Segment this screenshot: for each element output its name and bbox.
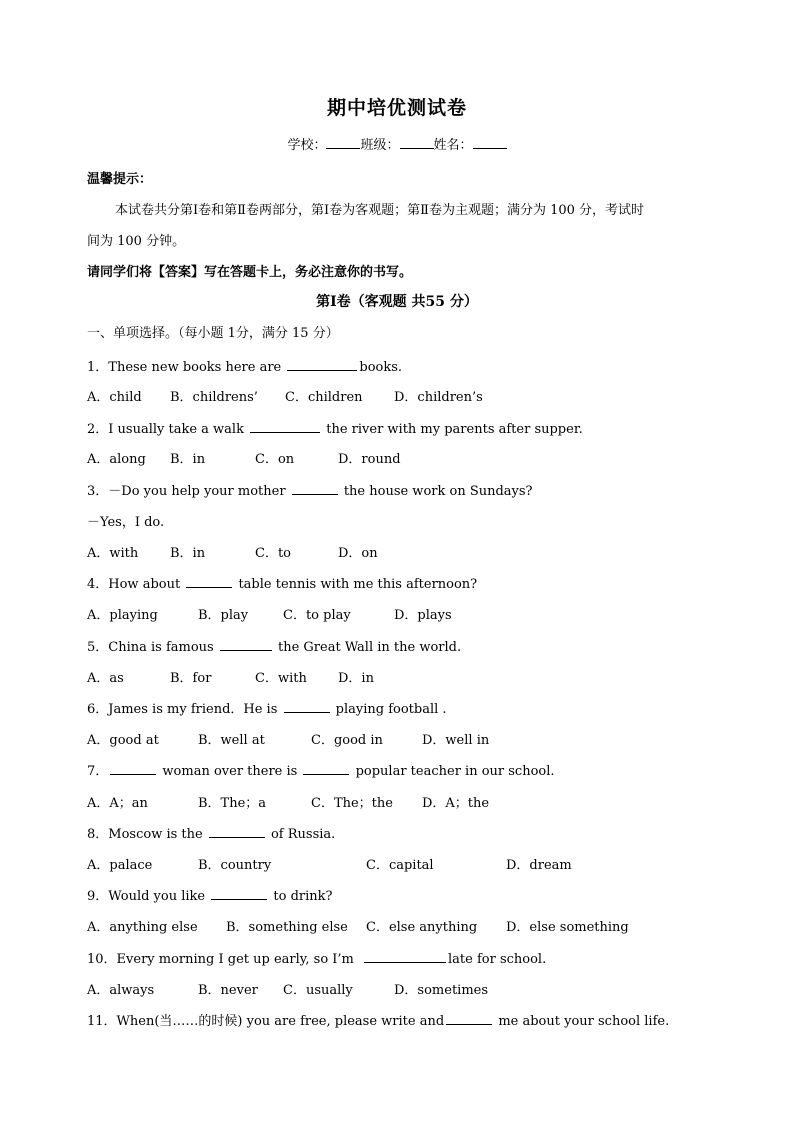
q9-option-c[interactable]: C．else anything xyxy=(366,920,478,935)
q7-blank-2[interactable] xyxy=(303,762,349,775)
q5-blank[interactable] xyxy=(220,638,272,651)
q7-text: 7． xyxy=(87,764,109,779)
q5-text-end: the Great Wall in the world. xyxy=(273,640,462,655)
q4-option-a[interactable]: A．playing xyxy=(87,608,158,623)
q3-text: 3．－Do you help your mother xyxy=(87,484,290,499)
q7-option-d[interactable]: D．A；the xyxy=(422,796,490,811)
q9-option-d[interactable]: D．else something xyxy=(506,920,629,935)
q5-option-b[interactable]: B．for xyxy=(170,671,212,686)
q5-option-d[interactable]: D．in xyxy=(338,671,374,686)
q3-text-end: the house work on Sundays? xyxy=(339,484,533,499)
q8-option-d[interactable]: D．dream xyxy=(506,858,572,873)
class-blank[interactable] xyxy=(400,136,434,149)
question-3 xyxy=(87,480,533,499)
question-5 xyxy=(87,636,461,655)
q4-text: 4．How about xyxy=(87,577,185,592)
q6-option-a[interactable]: A．good at xyxy=(87,733,159,748)
q10-option-d[interactable]: D．sometimes xyxy=(394,983,489,998)
q3-option-b[interactable]: B．in xyxy=(170,546,206,561)
q7-option-b[interactable]: B．The；a xyxy=(198,796,267,811)
q9-blank[interactable] xyxy=(211,887,267,900)
question-11 xyxy=(87,1010,669,1029)
q10-text: 10．Every morning I get up early, so I’m xyxy=(87,952,359,967)
question-7 xyxy=(87,760,555,779)
q1-text: 1．These new books here are xyxy=(87,360,286,375)
q8-option-c[interactable]: C．capital xyxy=(366,858,434,873)
q4-option-b[interactable]: B．play xyxy=(198,608,249,623)
q4-text-end: table tennis with me this afternoon? xyxy=(234,577,478,592)
question-9 xyxy=(87,885,333,904)
q8-text: 8．Moscow is the xyxy=(87,827,207,842)
q1-option-b[interactable]: B．childrens’ xyxy=(170,390,258,405)
q5-text: 5．China is famous xyxy=(87,640,218,655)
q8-option-b[interactable]: B．country xyxy=(198,858,272,873)
q4-blank[interactable] xyxy=(186,575,232,588)
q3-option-a[interactable]: A．with xyxy=(87,546,139,561)
q6-option-c[interactable]: C．good in xyxy=(311,733,383,748)
school-label: 学校： xyxy=(287,138,327,153)
part-title: 一、单项选择。（每小题 1分，满分 15 分） xyxy=(87,326,339,341)
q10-text-end: late for school. xyxy=(448,952,547,967)
q9-option-b[interactable]: B．something else xyxy=(226,920,348,935)
q7-blank-1[interactable] xyxy=(110,762,156,775)
q5-option-a[interactable]: A．as xyxy=(87,671,124,686)
q11-text: 11．When(当……的时候) you are free, please write and xyxy=(87,1014,445,1029)
q1-option-a[interactable]: A．child xyxy=(87,390,142,405)
q7-text-end: popular teacher in our school. xyxy=(351,764,555,779)
question-4 xyxy=(87,573,477,592)
q6-option-b[interactable]: B．well at xyxy=(198,733,265,748)
q7-option-a[interactable]: A．A；an xyxy=(87,796,148,811)
q8-option-a[interactable]: A．palace xyxy=(87,858,153,873)
q3-option-d[interactable]: D．on xyxy=(338,546,378,561)
q9-text-end: to drink? xyxy=(269,889,333,904)
q10-option-c[interactable]: C．usually xyxy=(283,983,353,998)
q1-option-d[interactable]: D．children’s xyxy=(394,390,483,405)
name-blank[interactable] xyxy=(473,136,507,149)
page-title: 期中培优测试卷 xyxy=(326,97,467,119)
q6-blank[interactable] xyxy=(284,700,330,713)
q4-option-c[interactable]: C．to play xyxy=(283,608,351,623)
q5-option-c[interactable]: C．with xyxy=(255,671,307,686)
q1-option-c[interactable]: C．children xyxy=(285,390,363,405)
q3-blank[interactable] xyxy=(292,482,338,495)
q4-option-d[interactable]: D．plays xyxy=(394,608,452,623)
notice: 请同学们将【答案】写在答题卡上，务必注意你的书写。 xyxy=(87,265,413,280)
q11-text-end: me about your school life. xyxy=(494,1014,670,1029)
q2-option-d[interactable]: D．round xyxy=(338,452,401,467)
q10-blank[interactable] xyxy=(364,950,446,963)
q6-text: 6．James is my friend．He is xyxy=(87,702,282,717)
question-2 xyxy=(87,418,583,437)
q2-option-c[interactable]: C．on xyxy=(255,452,295,467)
name-label: 姓名： xyxy=(433,138,473,153)
q8-text-end: of Russia. xyxy=(266,827,336,842)
question-10 xyxy=(87,948,546,967)
q8-blank[interactable] xyxy=(209,825,265,838)
intro-line-2: 间为 100 分钟。 xyxy=(87,234,186,249)
q9-option-a[interactable]: A．anything else xyxy=(87,920,198,935)
q9-text: 9．Would you like xyxy=(87,889,210,904)
section-title: 第Ⅰ卷（客观题 共55 分） xyxy=(316,294,478,310)
q7-option-c[interactable]: C．The；the xyxy=(311,796,393,811)
q6-option-d[interactable]: D．well in xyxy=(422,733,490,748)
school-blank[interactable] xyxy=(326,136,360,149)
question-6 xyxy=(87,698,447,717)
q6-text-end: playing football . xyxy=(331,702,447,717)
q2-text-end: the river with my parents after supper. xyxy=(322,422,583,437)
q10-option-a[interactable]: A．always xyxy=(87,983,155,998)
q2-option-b[interactable]: B．in xyxy=(170,452,206,467)
student-info-line xyxy=(0,134,794,153)
q1-text-end: books. xyxy=(359,360,403,375)
intro-line-1: 本试卷共分第Ⅰ卷和第Ⅱ卷两部分，第Ⅰ卷为客观题；第Ⅱ卷为主观题；满分为 100 分，考试时 xyxy=(115,203,645,218)
question-8 xyxy=(87,823,335,842)
q10-option-b[interactable]: B．never xyxy=(198,983,258,998)
q3-answer-line: －Yes，I do. xyxy=(87,515,165,530)
q1-blank[interactable] xyxy=(287,358,357,371)
q2-option-a[interactable]: A．along xyxy=(87,452,146,467)
q2-text: 2．I usually take a walk xyxy=(87,422,249,437)
q7-text-mid: woman over there is xyxy=(158,764,302,779)
tip-label: 温馨提示： xyxy=(87,172,153,187)
class-label: 班级： xyxy=(360,138,400,153)
q3-option-c[interactable]: C．to xyxy=(255,546,291,561)
q2-blank[interactable] xyxy=(250,420,320,433)
q11-blank[interactable] xyxy=(446,1012,492,1025)
question-1 xyxy=(87,356,402,375)
